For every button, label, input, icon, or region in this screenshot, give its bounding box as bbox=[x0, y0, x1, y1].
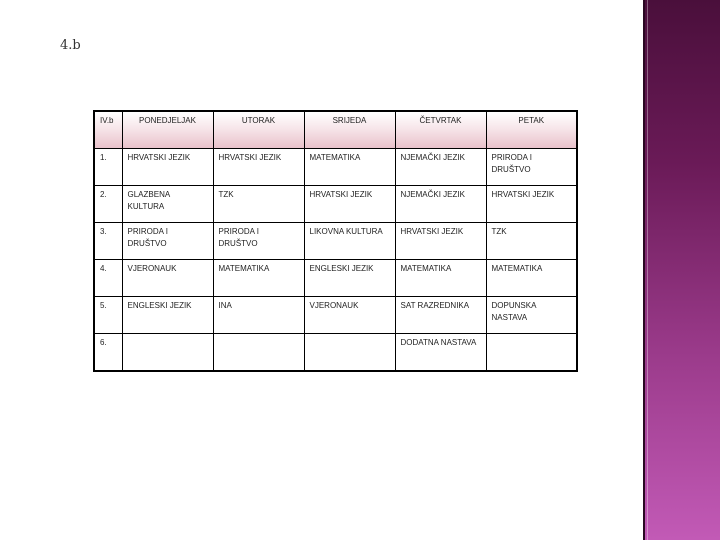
table-cell: TZK bbox=[213, 186, 304, 223]
period-number: 1. bbox=[94, 149, 122, 186]
table-row bbox=[94, 297, 577, 334]
period-number: 2. bbox=[94, 186, 122, 223]
header-day-wednesday: SRIJEDA bbox=[304, 111, 395, 149]
table-cell: TZK bbox=[486, 223, 577, 260]
period-number: 5. bbox=[94, 297, 122, 334]
table-cell bbox=[304, 334, 395, 372]
table-cell bbox=[213, 334, 304, 372]
table-row bbox=[94, 334, 577, 372]
table-cell: GLAZBENA KULTURA bbox=[122, 186, 213, 223]
table-cell: MATEMATIKA bbox=[304, 149, 395, 186]
table-cell: PRIRODA I DRUŠTVO bbox=[122, 223, 213, 260]
table-cell: VJERONAUK bbox=[304, 297, 395, 334]
timetable-header-row bbox=[94, 111, 577, 149]
table-cell: MATEMATIKA bbox=[213, 260, 304, 297]
period-number: 4. bbox=[94, 260, 122, 297]
period-number: 6. bbox=[94, 334, 122, 372]
table-cell: VJERONAUK bbox=[122, 260, 213, 297]
table-cell: DODATNA NASTAVA bbox=[395, 334, 486, 372]
table-cell: NJEMAČKI JEZIK bbox=[395, 149, 486, 186]
table-cell: ENGLESKI JEZIK bbox=[304, 260, 395, 297]
table-cell: HRVATSKI JEZIK bbox=[395, 223, 486, 260]
table-row bbox=[94, 186, 577, 223]
table-cell: MATEMATIKA bbox=[486, 260, 577, 297]
table-cell: HRVATSKI JEZIK bbox=[213, 149, 304, 186]
table-cell: DOPUNSKA NASTAVA bbox=[486, 297, 577, 334]
table-cell: ENGLESKI JEZIK bbox=[122, 297, 213, 334]
table-cell: HRVATSKI JEZIK bbox=[122, 149, 213, 186]
table-row bbox=[94, 149, 577, 186]
timetable bbox=[93, 110, 578, 372]
table-cell: PRIRODA I DRUŠTVO bbox=[213, 223, 304, 260]
header-class-label: IV.b bbox=[94, 111, 122, 149]
table-cell: MATEMATIKA bbox=[395, 260, 486, 297]
table-cell: LIKOVNA KULTURA bbox=[304, 223, 395, 260]
table-cell: INA bbox=[213, 297, 304, 334]
header-day-tuesday: UTORAK bbox=[213, 111, 304, 149]
table-row bbox=[94, 260, 577, 297]
table-cell: PRIRODA I DRUŠTVO bbox=[486, 149, 577, 186]
decorative-side-band bbox=[643, 0, 720, 540]
table-row bbox=[94, 223, 577, 260]
table-cell: NJEMAČKI JEZIK bbox=[395, 186, 486, 223]
table-cell bbox=[122, 334, 213, 372]
table-cell: HRVATSKI JEZIK bbox=[304, 186, 395, 223]
slide-title: 4.b bbox=[60, 38, 81, 53]
period-number: 3. bbox=[94, 223, 122, 260]
header-day-friday: PETAK bbox=[486, 111, 577, 149]
header-day-thursday: ČETVRTAK bbox=[395, 111, 486, 149]
table-cell: SAT RAZREDNIKA bbox=[395, 297, 486, 334]
table-cell: HRVATSKI JEZIK bbox=[486, 186, 577, 223]
header-day-monday: PONEDJELJAK bbox=[122, 111, 213, 149]
table-cell bbox=[486, 334, 577, 372]
